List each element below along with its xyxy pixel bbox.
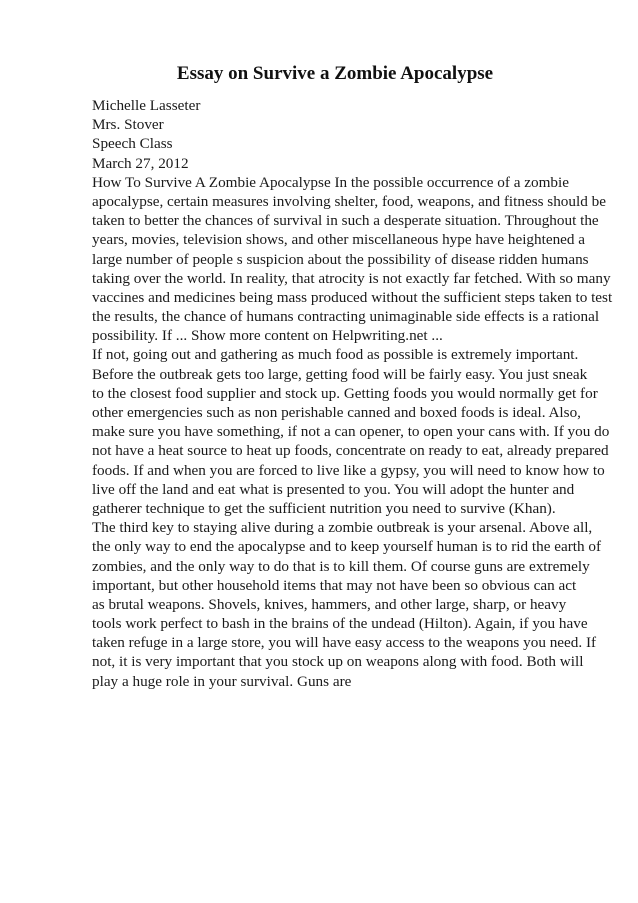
text-line: apocalypse, certain measures involving shelter, food, weapons, and fitness should be xyxy=(92,192,606,210)
text-line: the only way to end the apocalypse and to keep yourself human is to rid the earth of xyxy=(92,538,602,556)
text-line: zombies, and the only way to do that is to kill them. Of course guns are extremely xyxy=(92,557,590,575)
text-line: large number of people s suspicion about the possibility of disease ridden humans xyxy=(92,250,589,268)
text-line: other emergencies such as non perishable canned and boxed foods is ideal. Also, xyxy=(92,404,581,421)
text-line: If not, going out and gathering as much food as possible is extremely important. xyxy=(92,346,579,364)
text-line: Mrs. Stover xyxy=(92,116,164,134)
text-line: not have a heat source to heat up foods, concentrate on ready to eat, already prepared xyxy=(92,442,609,460)
text-line: taken to better the chances of survival in such a desperate situation. Throughout the xyxy=(92,212,599,230)
text-line: taken refuge in a large store, you will have easy access to the weapons you need. If xyxy=(92,634,597,652)
text-line: vaccines and medicines being mass produced without the sufficient steps taken to test xyxy=(92,288,613,306)
text-line: play a huge role in your survival. Guns are xyxy=(92,672,352,690)
text-line: possibility. If ... Show more content on Helpwriting.net ... xyxy=(92,327,443,345)
text-line: Michelle Lasseter xyxy=(92,97,201,114)
document-body xyxy=(92,96,612,691)
text-line: the results, the chance of humans contracting unimaginable side effects is a rational xyxy=(92,308,600,326)
text-line: March 27, 2012 xyxy=(92,154,189,172)
text-line: to the closest food supplier and stock up. Getting foods you would normally get for xyxy=(92,384,598,402)
text-line: as brutal weapons. Shovels, knives, hammers, and other large, sharp, or heavy xyxy=(92,595,567,613)
document-title: Essay on Survive a Zombie Apocalypse xyxy=(176,63,494,84)
text-line: Before the outbreak gets too large, getting food will be fairly easy. You just sneak xyxy=(92,365,588,383)
text-line: How To Survive A Zombie Apocalypse In the possible occurrence of a zombie xyxy=(92,173,569,191)
text-line: taking over the world. In reality, that atrocity is not exactly far fetched. With so many xyxy=(92,269,611,287)
text-line: years, movies, television shows, and other miscellaneous hype have heightened a xyxy=(92,231,586,249)
text-line: make sure you have something, if not a can opener, to open your cans with. If you do xyxy=(92,423,610,441)
text-line: foods. If and when you are forced to live like a gypsy, you will need to know how to xyxy=(92,461,605,479)
text-line: tools work perfect to bash in the brains of the undead (Hilton). Again, if you have xyxy=(92,615,588,633)
text-line: gatherer technique to get the sufficient nutrition you need to survive (Khan). xyxy=(92,499,556,517)
text-line: Speech Class xyxy=(92,135,173,153)
text-line: The third key to staying alive during a zombie outbreak is your arsenal. Above all, xyxy=(92,519,593,537)
text-line: live off the land and eat what is presented to you. You will adopt the hunter and xyxy=(92,480,575,498)
text-line: not, it is very important that you stock up on weapons along with food. Both will xyxy=(92,653,584,671)
text-line: important, but other household items that may not have been so obvious can act xyxy=(92,576,577,594)
